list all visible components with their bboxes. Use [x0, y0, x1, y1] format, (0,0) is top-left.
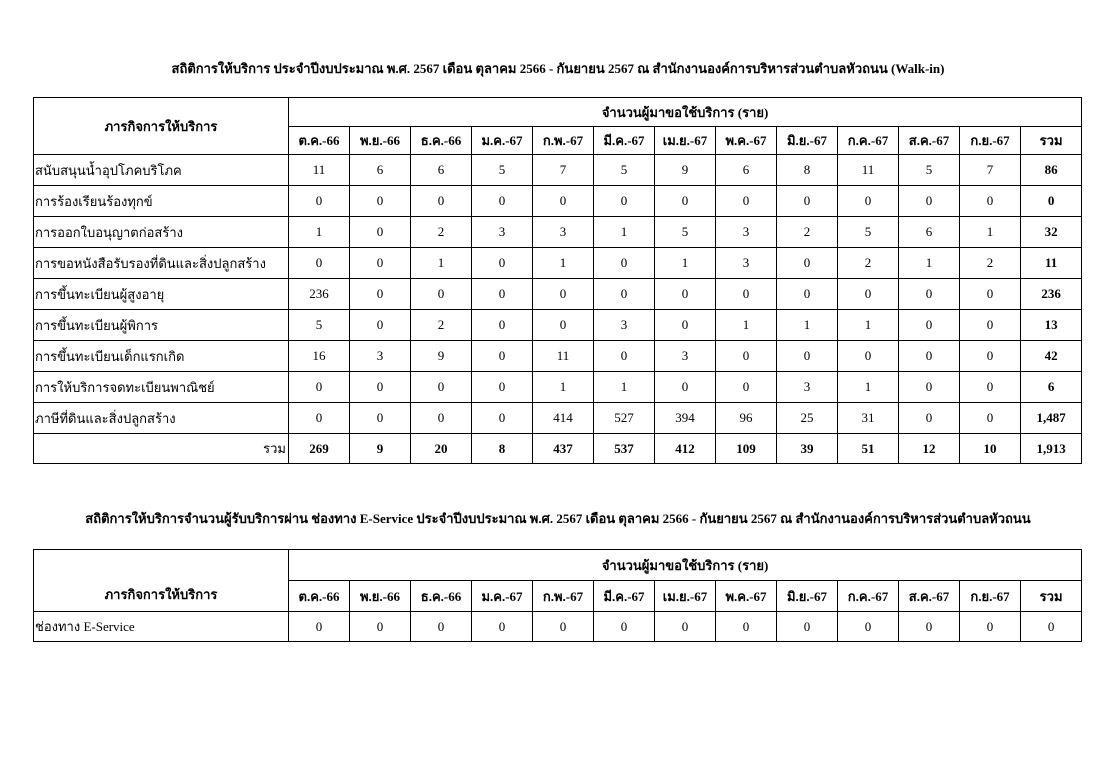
table-row — [34, 310, 1082, 341]
total-value-cell: 412 — [655, 434, 716, 464]
month-value-cell: 0 — [655, 372, 716, 403]
month-value-cell: 0 — [899, 403, 960, 434]
row-total-cell: 6 — [1021, 372, 1082, 403]
month-value-cell: 414 — [533, 403, 594, 434]
month-value-cell: 0 — [777, 186, 838, 217]
month-value-cell: 1 — [777, 310, 838, 341]
walkin-service-header: ภารกิจการให้บริการ — [34, 98, 289, 155]
month-value-cell: 0 — [594, 279, 655, 310]
month-header: พ.ค.-67 — [716, 127, 777, 155]
month-value-cell: 96 — [716, 403, 777, 434]
month-value-cell: 0 — [533, 186, 594, 217]
month-value-cell: 0 — [411, 186, 472, 217]
month-value-cell: 0 — [655, 612, 716, 642]
month-header: ธ.ค.-66 — [411, 127, 472, 155]
row-total-cell: 32 — [1021, 217, 1082, 248]
month-value-cell: 3 — [350, 341, 411, 372]
month-header: ก.พ.-67 — [533, 127, 594, 155]
month-value-cell: 527 — [594, 403, 655, 434]
service-name: สนับสนุนน้ำอุปโภคบริโภค — [34, 155, 289, 186]
month-value-cell: 0 — [960, 310, 1021, 341]
month-value-cell: 0 — [594, 186, 655, 217]
month-value-cell: 0 — [899, 186, 960, 217]
month-value-cell: 3 — [716, 248, 777, 279]
total-value-cell: 20 — [411, 434, 472, 464]
month-value-cell: 1 — [960, 217, 1021, 248]
month-value-cell: 0 — [411, 612, 472, 642]
month-header: ก.ย.-67 — [960, 127, 1021, 155]
total-value-cell: 109 — [716, 434, 777, 464]
month-value-cell: 0 — [472, 612, 533, 642]
month-value-cell: 1 — [594, 372, 655, 403]
month-value-cell: 0 — [472, 310, 533, 341]
total-value-cell: 12 — [899, 434, 960, 464]
month-value-cell: 5 — [472, 155, 533, 186]
walkin-table — [33, 97, 1082, 464]
table-row — [34, 612, 1082, 642]
month-value-cell: 0 — [350, 217, 411, 248]
table-row — [34, 403, 1082, 434]
month-value-cell: 1 — [411, 248, 472, 279]
month-header: ธ.ค.-66 — [411, 581, 472, 612]
month-value-cell: 0 — [472, 279, 533, 310]
month-value-cell: 0 — [289, 372, 350, 403]
month-value-cell: 3 — [533, 217, 594, 248]
month-value-cell: 0 — [716, 186, 777, 217]
month-value-cell: 6 — [716, 155, 777, 186]
month-header: ต.ค.-66 — [289, 581, 350, 612]
month-header: ส.ค.-67 — [899, 581, 960, 612]
month-header: รวม — [1021, 127, 1082, 155]
month-value-cell: 8 — [777, 155, 838, 186]
month-header: ก.ย.-67 — [960, 581, 1021, 612]
service-name: การขอหนังสือรับรองที่ดินและสิ่งปลูกสร้าง — [34, 248, 289, 279]
month-value-cell: 0 — [899, 372, 960, 403]
month-value-cell: 6 — [411, 155, 472, 186]
month-value-cell: 0 — [777, 248, 838, 279]
month-value-cell: 0 — [350, 372, 411, 403]
month-value-cell: 0 — [655, 310, 716, 341]
month-value-cell: 0 — [960, 612, 1021, 642]
month-value-cell: 3 — [594, 310, 655, 341]
month-value-cell: 0 — [350, 403, 411, 434]
month-header: รวม — [1021, 581, 1082, 612]
month-value-cell: 5 — [655, 217, 716, 248]
month-value-cell: 236 — [289, 279, 350, 310]
month-value-cell: 0 — [838, 612, 899, 642]
month-value-cell: 5 — [289, 310, 350, 341]
month-value-cell: 3 — [716, 217, 777, 248]
month-value-cell: 1 — [594, 217, 655, 248]
table-row — [34, 372, 1082, 403]
month-header: ก.ค.-67 — [838, 127, 899, 155]
total-value-cell: 10 — [960, 434, 1021, 464]
month-value-cell: 0 — [472, 403, 533, 434]
month-value-cell: 9 — [411, 341, 472, 372]
month-value-cell: 0 — [594, 341, 655, 372]
month-value-cell: 11 — [289, 155, 350, 186]
month-value-cell: 5 — [838, 217, 899, 248]
month-value-cell: 3 — [655, 341, 716, 372]
month-value-cell: 0 — [289, 186, 350, 217]
month-value-cell: 0 — [716, 372, 777, 403]
row-total-cell: 0 — [1021, 612, 1082, 642]
month-value-cell: 1 — [533, 248, 594, 279]
month-value-cell: 0 — [838, 341, 899, 372]
row-total-cell: 236 — [1021, 279, 1082, 310]
walkin-title: สถิติการให้บริการ ประจำปีงบประมาณ พ.ศ. 2567 เดือน ตุลาคม 2566 - กันยายน 2567 ณ สำนักงานองค์การบริหารส่วนตำบลหัวถนน (Walk-in) — [171, 61, 945, 76]
month-value-cell: 0 — [350, 310, 411, 341]
month-value-cell: 0 — [716, 612, 777, 642]
month-header: ต.ค.-66 — [289, 127, 350, 155]
month-value-cell: 0 — [960, 372, 1021, 403]
month-value-cell: 0 — [594, 612, 655, 642]
month-value-cell: 0 — [289, 612, 350, 642]
month-value-cell: 0 — [289, 403, 350, 434]
eservice-title: สถิติการให้บริการจำนวนผู้รับบริการผ่าน ช่องทาง E-Service ประจำปีงบประมาณ พ.ศ. 2567 เดือน ตุลาคม 2566 - กันยายน 2567 ณ สำนักงานองค์การบริหารส่วนตำบลหัวถนน — [85, 511, 1031, 526]
month-value-cell: 2 — [411, 310, 472, 341]
row-total-cell: 1,487 — [1021, 403, 1082, 434]
month-value-cell: 2 — [960, 248, 1021, 279]
month-value-cell: 0 — [655, 186, 716, 217]
month-value-cell: 0 — [350, 186, 411, 217]
month-header: เม.ย.-67 — [655, 581, 716, 612]
table-row — [34, 341, 1082, 372]
month-value-cell: 0 — [594, 248, 655, 279]
row-total-cell: 0 — [1021, 186, 1082, 217]
month-value-cell: 3 — [777, 372, 838, 403]
total-label: รวม — [34, 434, 289, 464]
month-value-cell: 1 — [716, 310, 777, 341]
month-value-cell: 0 — [411, 372, 472, 403]
month-header: ก.ค.-67 — [838, 581, 899, 612]
month-value-cell: 5 — [899, 155, 960, 186]
month-value-cell: 1 — [899, 248, 960, 279]
month-value-cell: 0 — [472, 372, 533, 403]
eservice-group-header: จำนวนผู้มาขอใช้บริการ (ราย) — [289, 550, 1082, 581]
month-value-cell: 0 — [716, 279, 777, 310]
total-value-cell: 51 — [838, 434, 899, 464]
month-header: พ.ย.-66 — [350, 127, 411, 155]
month-value-cell: 0 — [899, 612, 960, 642]
service-name: การให้บริการจดทะเบียนพาณิชย์ — [34, 372, 289, 403]
month-value-cell: 0 — [289, 248, 350, 279]
row-total-cell: 11 — [1021, 248, 1082, 279]
month-value-cell: 0 — [960, 403, 1021, 434]
month-header: มี.ค.-67 — [594, 581, 655, 612]
month-value-cell: 6 — [350, 155, 411, 186]
eservice-table — [33, 549, 1082, 642]
service-name: การขึ้นทะเบียนเด็กแรกเกิด — [34, 341, 289, 372]
walkin-group-header: จำนวนผู้มาขอใช้บริการ (ราย) — [289, 98, 1082, 127]
month-value-cell: 0 — [655, 279, 716, 310]
month-value-cell: 0 — [777, 341, 838, 372]
month-value-cell: 0 — [899, 310, 960, 341]
month-value-cell: 0 — [472, 186, 533, 217]
total-value-cell: 8 — [472, 434, 533, 464]
month-value-cell: 0 — [838, 186, 899, 217]
month-header: ม.ค.-67 — [472, 127, 533, 155]
service-name: ภาษีที่ดินและสิ่งปลูกสร้าง — [34, 403, 289, 434]
month-value-cell: 0 — [533, 279, 594, 310]
month-value-cell: 394 — [655, 403, 716, 434]
total-value-cell: 39 — [777, 434, 838, 464]
service-name: การขึ้นทะเบียนผู้สูงอายุ — [34, 279, 289, 310]
month-header: ม.ค.-67 — [472, 581, 533, 612]
month-value-cell: 0 — [350, 612, 411, 642]
month-value-cell: 7 — [533, 155, 594, 186]
month-value-cell: 0 — [899, 279, 960, 310]
walkin-table-body — [34, 155, 1082, 464]
month-header: มี.ค.-67 — [594, 127, 655, 155]
table-row — [34, 248, 1082, 279]
month-value-cell: 6 — [899, 217, 960, 248]
month-header: พ.ค.-67 — [716, 581, 777, 612]
month-value-cell: 2 — [411, 217, 472, 248]
month-value-cell: 2 — [838, 248, 899, 279]
month-value-cell: 16 — [289, 341, 350, 372]
month-value-cell: 11 — [838, 155, 899, 186]
month-value-cell: 0 — [411, 403, 472, 434]
service-name: การขึ้นทะเบียนผู้พิการ — [34, 310, 289, 341]
table-row — [34, 279, 1082, 310]
service-name: การออกใบอนุญาตก่อสร้าง — [34, 217, 289, 248]
row-total-cell: 13 — [1021, 310, 1082, 341]
month-header: พ.ย.-66 — [350, 581, 411, 612]
eservice-table-body — [34, 612, 1082, 642]
month-header: ก.พ.-67 — [533, 581, 594, 612]
month-value-cell: 5 — [594, 155, 655, 186]
month-value-cell: 1 — [655, 248, 716, 279]
total-value-cell: 269 — [289, 434, 350, 464]
service-name: ช่องทาง E-Service — [34, 612, 289, 642]
month-value-cell: 11 — [533, 341, 594, 372]
month-header: มิ.ย.-67 — [777, 581, 838, 612]
month-value-cell: 2 — [777, 217, 838, 248]
month-header: ส.ค.-67 — [899, 127, 960, 155]
month-value-cell: 31 — [838, 403, 899, 434]
month-value-cell: 0 — [350, 248, 411, 279]
month-value-cell: 3 — [472, 217, 533, 248]
total-row — [34, 434, 1082, 464]
month-value-cell: 0 — [472, 341, 533, 372]
month-value-cell: 0 — [533, 612, 594, 642]
table-row — [34, 186, 1082, 217]
month-value-cell: 0 — [716, 341, 777, 372]
month-value-cell: 0 — [899, 341, 960, 372]
total-value-cell: 9 — [350, 434, 411, 464]
month-value-cell: 1 — [838, 310, 899, 341]
total-value-cell: 1,913 — [1021, 434, 1082, 464]
month-value-cell: 0 — [350, 279, 411, 310]
month-value-cell: 7 — [960, 155, 1021, 186]
month-value-cell: 0 — [777, 612, 838, 642]
month-value-cell: 9 — [655, 155, 716, 186]
month-value-cell: 1 — [838, 372, 899, 403]
month-value-cell: 1 — [533, 372, 594, 403]
month-value-cell: 0 — [472, 248, 533, 279]
service-name: การร้องเรียนร้องทุกข์ — [34, 186, 289, 217]
month-value-cell: 1 — [289, 217, 350, 248]
month-value-cell: 0 — [960, 186, 1021, 217]
eservice-service-header: ภารกิจการให้บริการ — [34, 550, 289, 612]
table-row — [34, 155, 1082, 186]
month-value-cell: 0 — [960, 341, 1021, 372]
month-value-cell: 0 — [960, 279, 1021, 310]
month-header: มิ.ย.-67 — [777, 127, 838, 155]
table-row — [34, 217, 1082, 248]
month-value-cell: 0 — [533, 310, 594, 341]
row-total-cell: 42 — [1021, 341, 1082, 372]
month-header: เม.ย.-67 — [655, 127, 716, 155]
total-value-cell: 537 — [594, 434, 655, 464]
month-value-cell: 0 — [838, 279, 899, 310]
month-value-cell: 25 — [777, 403, 838, 434]
row-total-cell: 86 — [1021, 155, 1082, 186]
month-value-cell: 0 — [411, 279, 472, 310]
month-value-cell: 0 — [777, 279, 838, 310]
total-value-cell: 437 — [533, 434, 594, 464]
